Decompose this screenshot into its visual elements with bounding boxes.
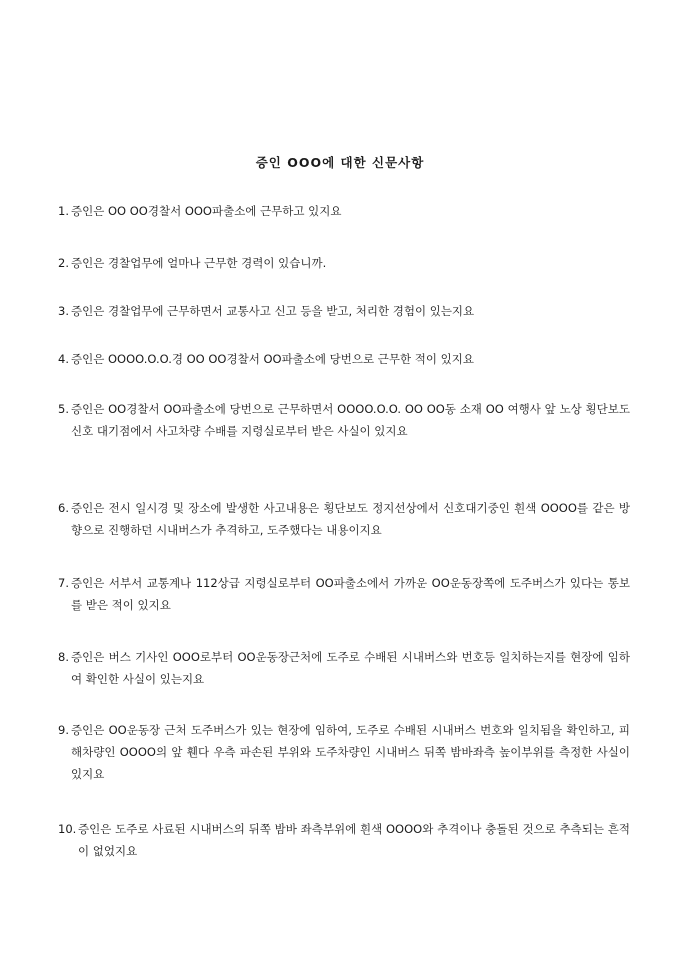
question-text: 증인은 OO경찰서 OO파출소에 당번으로 근무하면서 OOOO.O.O. OO OO동 소재 OO 여행사 앞 노상 횡단보도 신호 대기점에서 사고차량 수배를 지령실로부터 받은 사실이 있지요 — [71, 402, 630, 438]
question-number: 4. — [58, 352, 69, 366]
question-text: 증인은 전시 일시경 및 장소에 발생한 사고내용은 횡단보도 정지선상에서 신호대기중인 흰색 OOOO를 같은 방향으로 진행하던 시내버스가 추격하고, 도주했다는 내용이지요 — [71, 501, 630, 537]
question-text: 증인은 OOOO.O.O.경 OO OO경찰서 OO파출소에 당번으로 근무한 적이 있지요 — [71, 352, 474, 366]
question-number: 7. — [58, 576, 69, 590]
question-text: 증인은 도주로 사료된 시내버스의 뒤쪽 밤바 좌측부위에 흰색 OOOO와 추격이나 충돌된 것으로 추측되는 흔적이 없었지요 — [78, 822, 630, 858]
question-number: 5. — [58, 402, 69, 416]
question-item — [58, 719, 630, 785]
question-text: 증인은 버스 기사인 OOO로부터 OO운동장근처에 도주로 수배된 시내버스와 번호등 일치하는지를 현장에 임하여 확인한 사실이 있는지요 — [71, 650, 630, 686]
page-title: 증인 OOO에 대한 신문사항 — [255, 155, 425, 170]
question-item — [58, 348, 630, 370]
question-number: 3. — [58, 304, 69, 318]
question-item — [58, 497, 630, 541]
question-number: 1. — [58, 204, 69, 218]
question-text: 증인은 경찰업무에 근무하면서 교통사고 신고 등을 받고, 처리한 경험이 있는지요 — [71, 304, 475, 318]
question-text: 증인은 OO운동장 근처 도주버스가 있는 현장에 임하여, 도주로 수배된 시내버스 번호와 일치됨을 확인하고, 피해차량인 OOOO의 앞 휀다 우측 파손된 부위와 도주차량인 시내버스 뒤쪽 밤바좌측 높이부위를 측정한 사실이 있지요 — [71, 723, 630, 781]
question-item — [58, 252, 630, 274]
question-text: 증인은 서부서 교통계나 112상급 지령실로부터 OO파출소에서 가까운 OO운동장쪽에 도주버스가 있다는 통보를 받은 적이 있지요 — [71, 576, 630, 612]
question-number: 8. — [58, 650, 69, 664]
question-text: 증인은 OO OO경찰서 OOO파출소에 근무하고 있지요 — [71, 204, 342, 218]
question-item — [58, 398, 630, 442]
question-item — [58, 300, 630, 322]
question-number: 9. — [58, 723, 69, 737]
question-item — [58, 572, 630, 616]
question-item — [58, 646, 630, 690]
question-text: 증인은 경찰업무에 얼마나 근무한 경력이 있습니까. — [71, 256, 327, 270]
question-number: 6. — [58, 501, 69, 515]
question-number: 2. — [58, 256, 69, 270]
question-item — [58, 818, 630, 862]
question-item — [58, 200, 630, 222]
question-number: 10. — [58, 822, 77, 836]
